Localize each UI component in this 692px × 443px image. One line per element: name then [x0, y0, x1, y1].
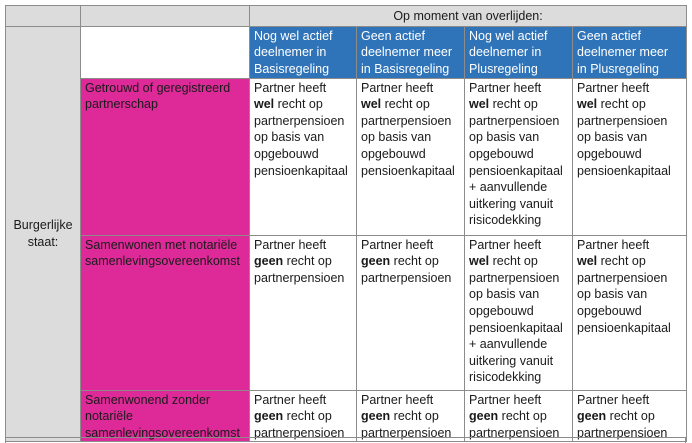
cell-line: + aanvullende	[469, 337, 548, 352]
cell-line: partnerpensioen	[469, 113, 560, 128]
corner-cell-2	[81, 6, 250, 27]
table-cell	[465, 235, 573, 390]
row-label	[81, 390, 250, 442]
row-label-line: Samenwonend zonder	[85, 392, 211, 407]
header-top	[250, 6, 687, 27]
cell-line: partnerpensioen	[361, 270, 452, 285]
cell-line: opgebouwd	[469, 303, 534, 318]
row-label-line: samenlevingsovereenkomst	[85, 254, 240, 269]
cell-bold: wel	[577, 97, 598, 112]
column-header-line: deelnemer meer	[361, 45, 453, 60]
table-cell	[250, 390, 357, 442]
cell-line: Partner heeft	[577, 392, 650, 407]
cell-line: pensioenkapitaal	[469, 320, 563, 335]
cell-line: + aanvullende	[469, 180, 548, 195]
table-cell	[250, 235, 357, 390]
row-label-line: samenlevingsovereenkomst	[85, 425, 240, 440]
column-header-line: Basisregeling	[254, 61, 330, 76]
cell-line: uitkering vanuit	[469, 353, 554, 368]
cell-post: recht op	[274, 97, 323, 112]
cell-post: recht op	[381, 97, 430, 112]
cell-line: op basis van	[577, 130, 648, 145]
cell-bold: geen	[469, 409, 499, 424]
cell-post: recht op	[498, 409, 547, 424]
cell-bold: geen	[254, 409, 284, 424]
cell-line: risicodekking	[469, 370, 542, 385]
cell-post: recht op	[390, 254, 439, 269]
row-label	[81, 235, 250, 390]
table-cell	[357, 235, 465, 390]
cell-line: pensioenkapitaal	[254, 163, 348, 178]
row-label-line: Samenwonen met notariële	[85, 237, 238, 252]
cell-post: recht op	[597, 254, 646, 269]
cell-line: partnerpensioen	[577, 270, 668, 285]
cell-line: Partner heeft	[469, 392, 542, 407]
cell-line: opgebouwd	[577, 146, 642, 161]
column-header	[357, 26, 465, 78]
cell-post: recht op	[489, 254, 538, 269]
column-header-line: deelnemer in	[469, 45, 542, 60]
cell-line: Partner heeft	[254, 237, 327, 252]
cell-post: recht op	[606, 409, 655, 424]
cell-line: partnerpensioen	[254, 270, 345, 285]
table-cell	[573, 235, 687, 390]
column-header	[573, 26, 687, 78]
cell-line: Partner heeft	[254, 392, 327, 407]
column-header-line: in Basisregeling	[361, 61, 450, 76]
cell-line: opgebouwd	[577, 303, 642, 318]
cell-line: Partner heeft	[469, 80, 542, 95]
cell-line: partnerpensioen	[361, 113, 452, 128]
cell-line: Partner heeft	[577, 237, 650, 252]
cell-line: op basis van	[469, 130, 540, 145]
cell-line: Partner heeft	[361, 237, 434, 252]
table-cell	[357, 78, 465, 235]
cell-line: pensioenkapitaal	[469, 163, 563, 178]
cell-line: partnerpensioen	[577, 425, 668, 440]
cell-line: partnerpensioen	[254, 113, 345, 128]
cell-bold: wel	[469, 97, 490, 112]
cell-post: recht op	[597, 97, 646, 112]
cell-bold: wel	[577, 254, 598, 269]
table-cell	[573, 78, 687, 235]
table-bottom-strip	[5, 437, 686, 443]
cell-line: Partner heeft	[254, 80, 327, 95]
column-header	[465, 26, 573, 78]
cell-line: pensioenkapitaal	[577, 320, 671, 335]
column-header-line: deelnemer meer	[577, 45, 669, 60]
side-label-line: Burgerlijke	[13, 218, 73, 233]
column-header-line: Plusregeling	[469, 61, 538, 76]
cell-line: pensioenkapitaal	[577, 163, 671, 178]
column-header-line: Nog wel actief	[254, 28, 333, 43]
cell-line: partnerpensioen	[577, 113, 668, 128]
row-label-line: Getrouwd of geregistreerd	[85, 80, 231, 95]
cell-line: partnerpensioen	[254, 425, 345, 440]
corner-cell	[6, 6, 81, 27]
table-cell	[357, 390, 465, 442]
cell-bold: wel	[254, 97, 275, 112]
column-header-line: Nog wel actief	[469, 28, 548, 43]
cell-line: Partner heeft	[469, 237, 542, 252]
table-cell	[465, 390, 573, 442]
cell-line: op basis van	[469, 287, 540, 302]
cell-bold: wel	[469, 254, 490, 269]
column-header-line: Geen actief	[577, 28, 641, 43]
side-label-cell	[6, 26, 81, 442]
cell-post: recht op	[390, 409, 439, 424]
cell-line: risicodekking	[469, 213, 542, 228]
cell-line: Partner heeft	[361, 392, 434, 407]
cell-line: partnerpensioen	[469, 425, 560, 440]
cell-line: Partner heeft	[577, 80, 650, 95]
row-label-line: partnerschap	[85, 97, 158, 112]
cell-bold: geen	[254, 254, 284, 269]
cell-post: recht op	[283, 409, 332, 424]
cell-post: recht op	[283, 254, 332, 269]
column-header-line: in Plusregeling	[577, 61, 659, 76]
cell-bold: wel	[361, 97, 382, 112]
column-header-line: Geen actief	[361, 28, 425, 43]
cell-bold: geen	[361, 409, 391, 424]
cell-line: op basis van	[361, 130, 432, 145]
pension-table	[5, 5, 687, 442]
row-label	[81, 78, 250, 235]
table-cell	[573, 390, 687, 442]
cell-bold: geen	[577, 409, 607, 424]
cell-line: op basis van	[254, 130, 325, 145]
cell-bold: geen	[361, 254, 391, 269]
cell-line: opgebouwd	[361, 146, 426, 161]
cell-line: opgebouwd	[469, 146, 534, 161]
cell-line: pensioenkapitaal	[361, 163, 455, 178]
header-top-label: Op moment van overlijden:	[393, 9, 543, 23]
cell-line: opgebouwd	[254, 146, 319, 161]
blank-header-cell	[81, 26, 250, 78]
side-label-line: staat:	[27, 234, 59, 249]
row-label-line: notariële	[85, 409, 133, 424]
table-cell	[465, 78, 573, 235]
cell-line: op basis van	[577, 287, 648, 302]
table-cell	[250, 78, 357, 235]
column-header	[250, 26, 357, 78]
cell-post: recht op	[489, 97, 538, 112]
column-header-line: deelnemer in	[254, 45, 327, 60]
cell-line: uitkering vanuit	[469, 196, 554, 211]
cell-line: Partner heeft	[361, 80, 434, 95]
cell-line: partnerpensioen	[469, 270, 560, 285]
cell-line: partnerpensioen	[361, 425, 452, 440]
